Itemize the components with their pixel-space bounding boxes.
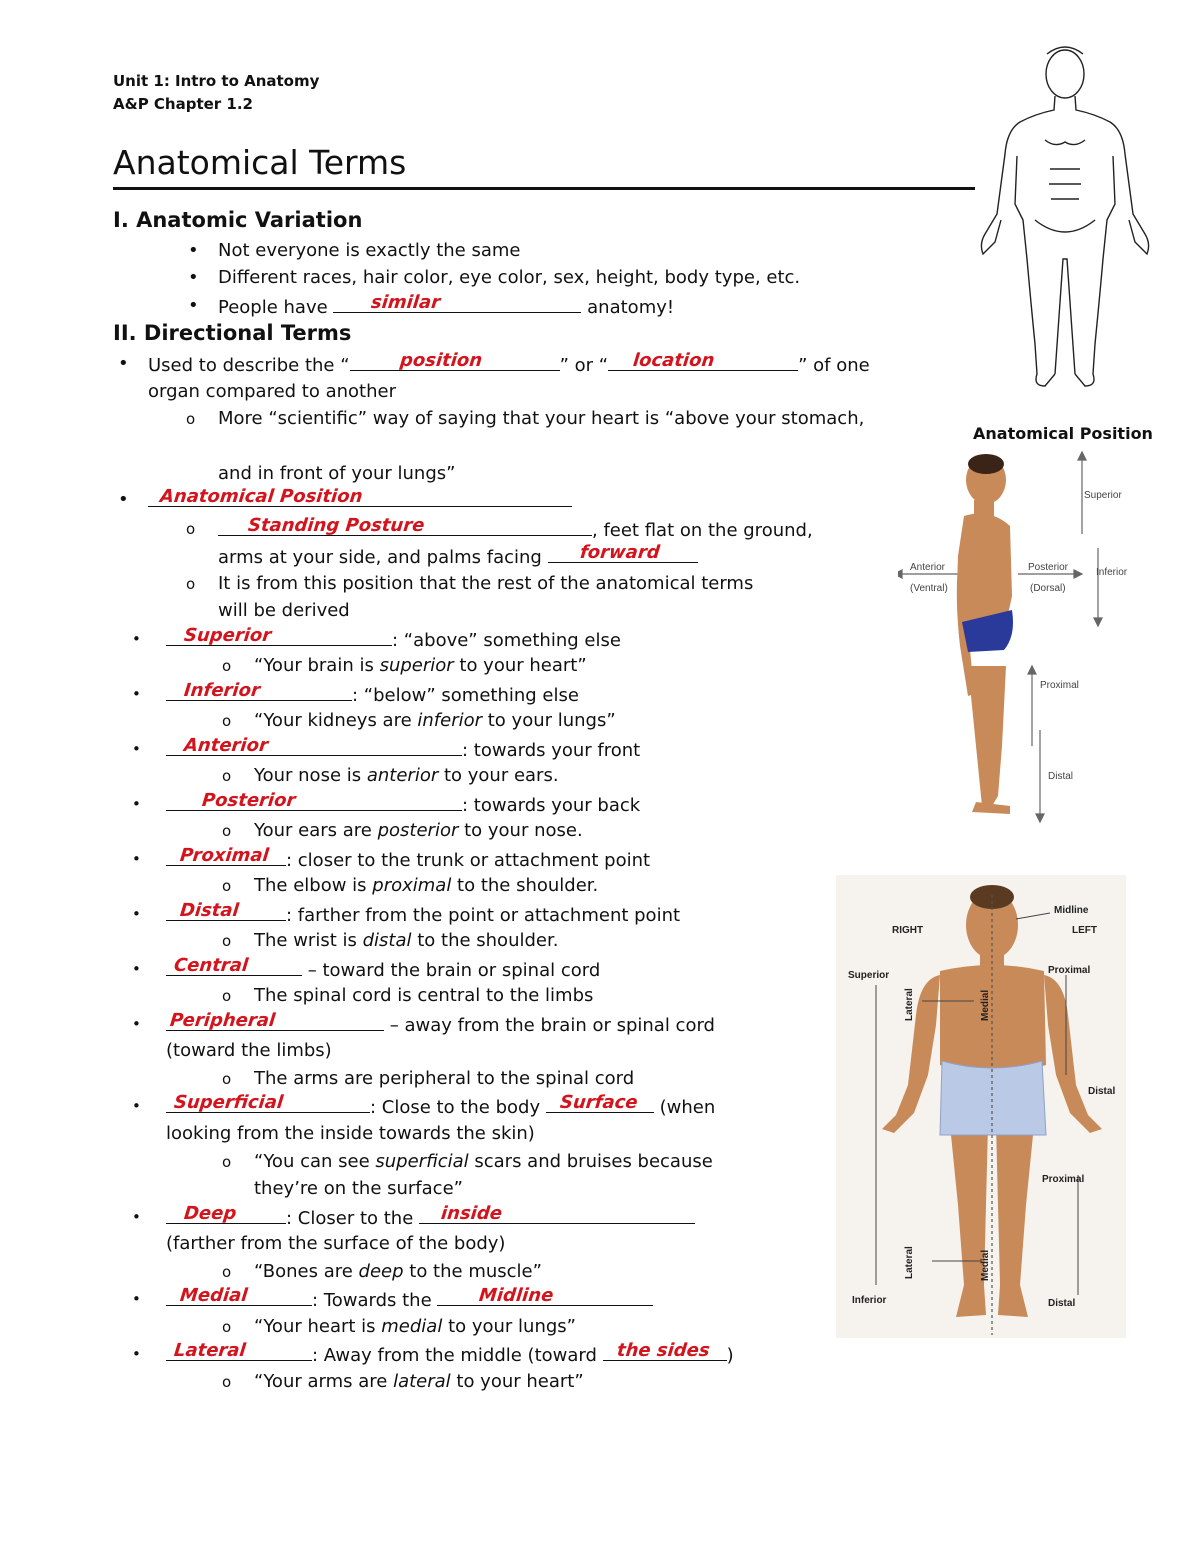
sub-item: o It is from this position that the rest of the anatomical terms: [186, 573, 754, 594]
fill-blank[interactable]: the sides: [603, 1342, 727, 1361]
example: o Your ears are posterior to your nose.: [222, 820, 583, 841]
fill-blank[interactable]: Standing Posture: [218, 517, 592, 536]
fill-blank[interactable]: Proximal: [166, 847, 286, 866]
term-proximal: • Proximal : closer to the trunk or attachment point: [132, 845, 651, 871]
label-distal-top: Distal: [1088, 1086, 1116, 1097]
figure-caption: Anatomical Position: [973, 424, 1153, 443]
term-posterior: • Posterior : towards your back: [132, 790, 641, 816]
fill-blank[interactable]: Anterior: [166, 737, 462, 756]
term-anterior: • Anterior : towards your front: [132, 735, 641, 761]
list-item-cont: (farther from the surface of the body): [166, 1233, 506, 1254]
label-lateral-bottom: Lateral: [904, 1246, 915, 1279]
label-posterior: Posterior: [1028, 562, 1069, 573]
term-lateral: • Lateral : Away from the middle (toward the sides ): [132, 1340, 734, 1366]
label-distal-bottom: Distal: [1048, 1298, 1076, 1309]
label-anterior: Anterior: [910, 562, 946, 573]
term-superficial: • Superficial : Close to the body Surface (when: [132, 1092, 716, 1118]
sub-item-cont: arms at your side, and palms facing forward: [218, 544, 698, 570]
term-central: • Central – toward the brain or spinal cord: [132, 955, 601, 981]
term-distal: • Distal : farther from the point or attachment point: [132, 900, 681, 926]
example: o Your nose is anterior to your ears.: [222, 765, 559, 786]
fill-blank[interactable]: Lateral: [166, 1342, 312, 1361]
label-proximal: Proximal: [1040, 680, 1079, 691]
anatomical-position-drawing: [975, 44, 1155, 396]
list-item: • People have similar anatomy!: [188, 292, 675, 318]
anterior-view-figure: [836, 875, 1126, 1338]
fill-blank[interactable]: Inferior: [166, 682, 352, 701]
label-proximal-bottom: Proximal: [1042, 1174, 1085, 1185]
label-superior: Superior: [1084, 490, 1122, 501]
lateral-view-figure: [898, 446, 1140, 830]
list-item: • Anatomical Position: [148, 488, 572, 514]
term-superior: • Superior : “above” something else: [132, 625, 621, 651]
fill-blank[interactable]: location: [608, 352, 798, 371]
example-cont: they’re on the surface”: [254, 1178, 463, 1199]
title-underline: [113, 187, 975, 190]
label-proximal-top: Proximal: [1048, 965, 1091, 976]
fill-blank[interactable]: Central: [166, 957, 302, 976]
unit-label: Unit 1: Intro to Anatomy: [113, 72, 320, 90]
list-item-cont: looking from the inside towards the skin): [166, 1123, 535, 1144]
example: o “You can see superficial scars and bruises because: [222, 1151, 713, 1172]
fill-blank[interactable]: inside: [419, 1205, 695, 1224]
label-right: RIGHT: [892, 925, 924, 936]
example: o “Your brain is superior to your heart”: [222, 655, 587, 676]
fill-blank[interactable]: Posterior: [166, 792, 462, 811]
fill-blank[interactable]: Deep: [166, 1205, 286, 1224]
fill-blank[interactable]: Midline: [437, 1287, 653, 1306]
fill-blank[interactable]: Superficial: [166, 1094, 370, 1113]
term-medial: • Medial : Towards the Midline: [166, 1287, 653, 1313]
label-superior: Superior: [848, 970, 890, 981]
term-peripheral: • Peripheral – away from the brain or spinal cord: [132, 1010, 715, 1036]
label-inferior: Inferior: [1096, 567, 1128, 578]
fill-blank[interactable]: Distal: [166, 902, 286, 921]
example: o “Bones are deep to the muscle”: [222, 1261, 542, 1282]
list-item: • Used to describe the “ position ” or “ location ” of one: [118, 350, 870, 376]
sub-item: o Standing Posture , feet flat on the ground,: [186, 515, 813, 541]
example: o “Your arms are lateral to your heart”: [222, 1371, 584, 1392]
fill-blank[interactable]: Medial: [166, 1287, 312, 1306]
example: o The spinal cord is central to the limbs: [222, 985, 594, 1006]
example: o The wrist is distal to the shoulder.: [222, 930, 559, 951]
fill-blank[interactable]: forward: [548, 544, 698, 563]
page-title: Anatomical Terms: [113, 143, 407, 182]
label-dorsal: (Dorsal): [1030, 583, 1066, 594]
section-heading-directional: II. Directional Terms: [113, 321, 352, 345]
section-heading-variation: I. Anatomic Variation: [113, 208, 363, 232]
label-midline: Midline: [1054, 905, 1089, 916]
example: o “Your heart is medial to your lungs”: [222, 1316, 576, 1337]
fill-blank[interactable]: Superior: [166, 627, 392, 646]
label-distal: Distal: [1048, 771, 1074, 782]
fill-blank[interactable]: Anatomical Position: [148, 488, 572, 507]
fill-blank[interactable]: Peripheral: [166, 1012, 384, 1031]
example: o The arms are peripheral to the spinal cord: [222, 1068, 635, 1089]
label-inferior: Inferior: [852, 1295, 887, 1306]
list-item: • Not everyone is exactly the same: [188, 240, 521, 261]
chapter-label: A&P Chapter 1.2: [113, 95, 253, 113]
list-item: • Different races, hair color, eye color, sex, height, body type, etc.: [188, 267, 801, 288]
fill-blank[interactable]: similar: [333, 294, 581, 313]
label-left: LEFT: [1072, 925, 1097, 936]
fill-blank[interactable]: position: [350, 352, 560, 371]
term-deep: • Deep : Closer to the inside: [166, 1205, 695, 1231]
list-item-cont: organ compared to another: [148, 381, 396, 402]
term-inferior: • Inferior : “below” something else: [132, 680, 579, 706]
example: o “Your kidneys are inferior to your lungs”: [222, 710, 616, 731]
label-medial-top: Medial: [980, 989, 991, 1021]
label-medial-bottom: Medial: [980, 1249, 991, 1281]
example: o The elbow is proximal to the shoulder.: [222, 875, 599, 896]
sub-item-cont: and in front of your lungs”: [218, 463, 456, 484]
label-ventral: (Ventral): [910, 583, 948, 594]
label-lateral-top: Lateral: [904, 988, 915, 1021]
sub-item-cont: will be derived: [218, 600, 350, 621]
sub-item: o More “scientific” way of saying that your heart is “above your stomach,: [186, 408, 865, 429]
fill-blank[interactable]: Surface: [546, 1094, 654, 1113]
list-item-cont: (toward the limbs): [166, 1040, 332, 1061]
